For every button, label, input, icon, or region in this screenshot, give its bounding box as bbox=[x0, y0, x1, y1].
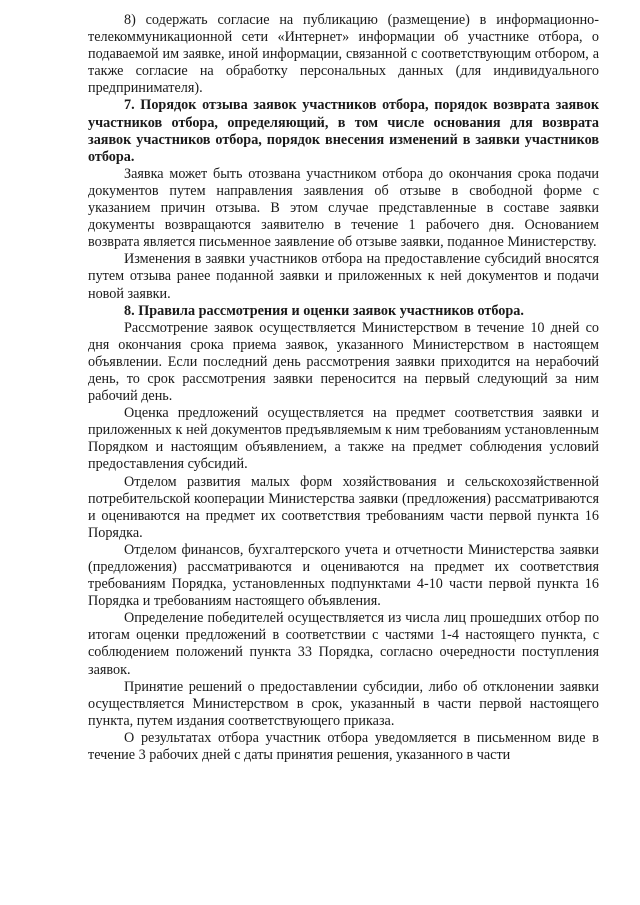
paragraph-decision: Принятие решений о предоставлении субсидии, либо об отклонении заявки осуществляется Министерством в срок, указанный в части первой настоящего пункта, путем издания соответствующего приказа. bbox=[88, 678, 599, 729]
paragraph-notification: О результатах отбора участник отбора уведомляется в письменном виде в течение 3 рабочих дней с даты принятия решения, указанного в части bbox=[88, 729, 599, 764]
paragraph-changes: Изменения в заявки участников отбора на предоставление субсидий вносятся путем отзыва ранее поданной заявки и приложенных к ней документов и подачи новой заявки. bbox=[88, 251, 599, 302]
section-8-heading: 8. Правила рассмотрения и оценки заявок участников отбора. bbox=[124, 302, 524, 319]
paragraph-department-finance: Отделом финансов, бухгалтерского учета и отчетности Министерства заявки (предложения) рассматриваются и оцениваются на предмет их соответствия требованиям Порядка, установленных подпунктами 4-10 части первой пункта 16 Порядка и требованиям настоящего объявления. bbox=[88, 541, 599, 610]
document-page bbox=[88, 12, 599, 764]
paragraph-evaluation: Оценка предложений осуществляется на предмет соответствия заявки и приложенных к ней документов предъявляемым к ним требованиям установленным Порядком и настоящим объявлением, а также на предмет соблюдения условий предоставления субсидий. bbox=[88, 405, 599, 473]
paragraph-withdrawal: Заявка может быть отозвана участником отбора до окончания срока подачи документов путем направления заявления об отзыве в свободной форме с указанием причин отзыва. В этом случае представленные в составе заявки документы возвращаются заявителю в течение 1 рабочего дня. Основанием возврата является письменное заявление об отзыве заявки, поданное Министерству. bbox=[88, 165, 599, 251]
paragraph-winners: Определение победителей осуществляется из числа лиц прошедших отбор по итогам оценки предложений в соответствии с частями 1-4 настоящего пункта, с соблюдением положений пункта 33 Порядка, согласно очередности поступления заявок. bbox=[88, 610, 599, 678]
paragraph-consent: 8) содержать согласие на публикацию (размещение) в информационно-телекоммуникационной сети «Интернет» информации об участнике отбора, о подаваемой им заявке, иной информации, связанной с соответствующим отбором, а также согласие на обработку персональных данных (для индивидуального предпринимателя). bbox=[88, 12, 599, 97]
paragraph-review-period: Рассмотрение заявок осуществляется Министерством в течение 10 дней со дня окончания срока приема заявок, указанного Министерством в настоящем объявлении. Если последний день рассмотрения заявки приходится на нерабочий день, то срок рассмотрения заявки переносится на первый следующий за ним рабочий день. bbox=[88, 319, 599, 405]
paragraph-department-development: Отделом развития малых форм хозяйствования и сельскохозяйственной потребительской кооперации Министерства заявки (предложения) рассматриваются и оцениваются на предмет их соответствия требованиям части первой пункта 16 Порядка. bbox=[88, 473, 599, 541]
section-7-heading: 7. Порядок отзыва заявок участников отбора, порядок возврата заявок участников отбора, определяющий, в том числе основания для возврата заявок участников отбора, порядок внесения изменений в заявки участников отбора. bbox=[88, 97, 599, 165]
